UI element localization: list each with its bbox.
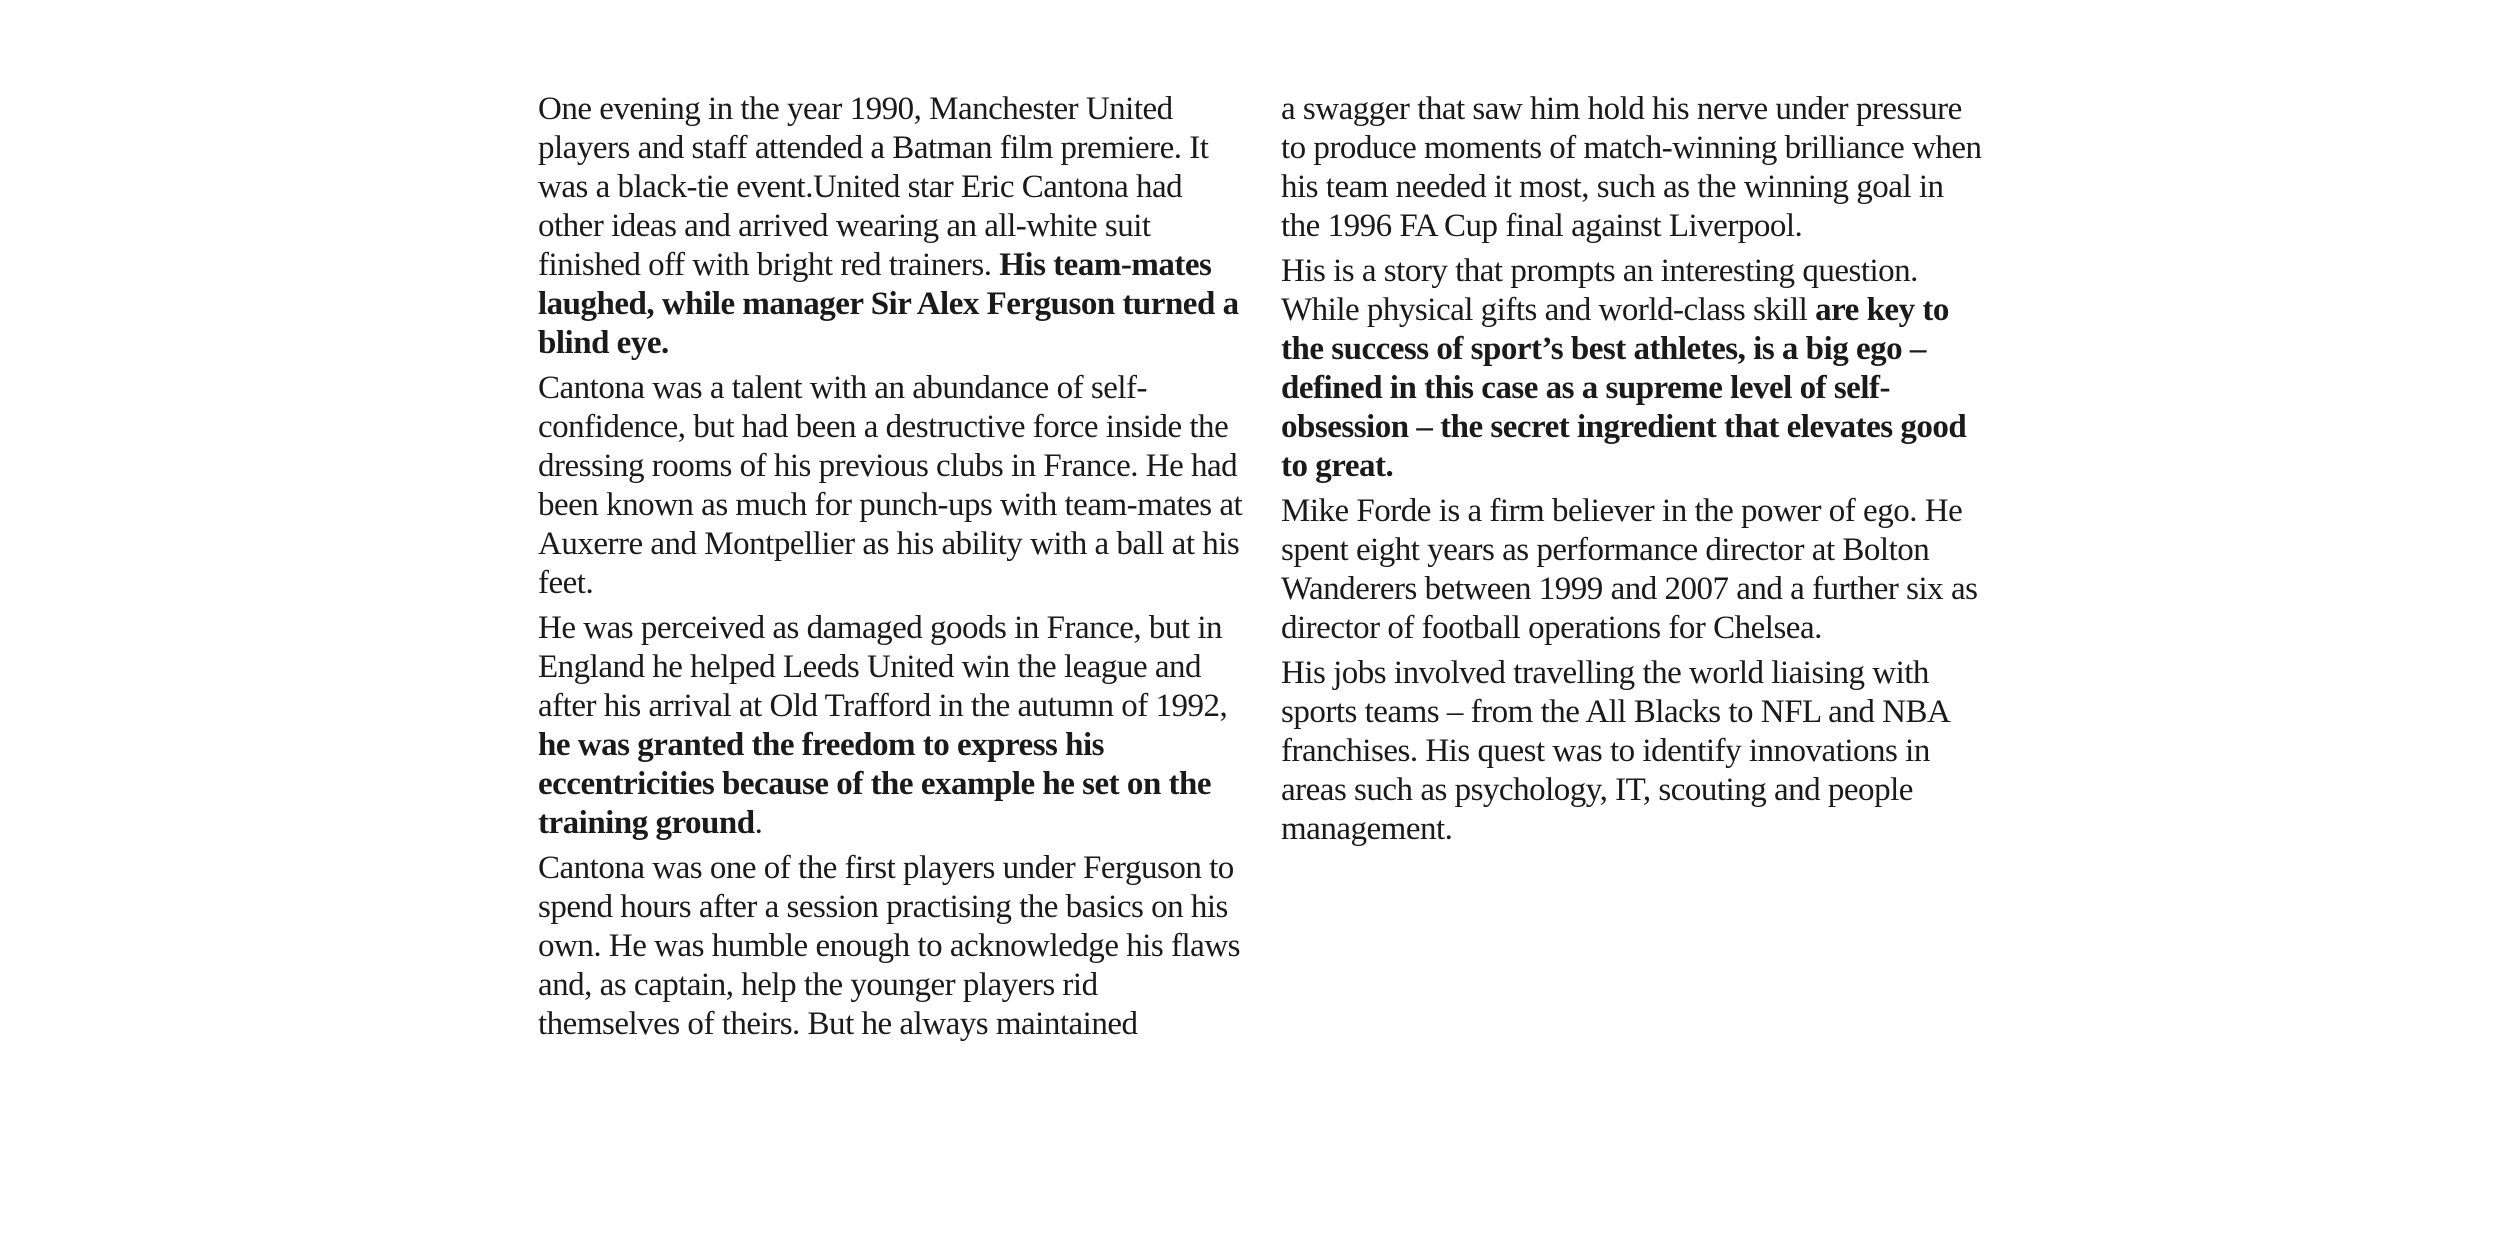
text-segment: He was perceived as damaged goods in France, but in England he helped Leeds United win the league and after his arrival at Old Trafford in the autumn of 1992, (538, 610, 1228, 724)
text-segment: His jobs involved travelling the world liaising with sports teams – from the All Blacks to NFL and NBA franchises. His quest was to identify innovations in areas such as psychology, IT, scouting and people management. (1281, 655, 1949, 847)
text-segment: a swagger that saw him hold his nerve under pressure to produce moments of match-winning brilliance when his team needed it most, such as the winning goal in the 1996 FA Cup final against Liverpool. (1281, 91, 1982, 244)
paragraph (1281, 90, 1988, 246)
paragraph (1281, 654, 1988, 849)
text-segment: Mike Forde is a firm believer in the power of ego. He spent eight years as performance director at Bolton Wanderers between 1999 and 2007 and a further six as director of football operations for Chelsea. (1281, 493, 1978, 646)
bold-text-segment: he was granted the freedom to express his eccentricities because of the example he set on the training ground (538, 727, 1212, 841)
paragraph (1281, 492, 1988, 648)
article-column-right (1281, 90, 1988, 1050)
paragraph (538, 90, 1245, 363)
paragraph (538, 609, 1245, 843)
article-column-left (538, 90, 1245, 1050)
text-segment: Cantona was one of the first players under Ferguson to spend hours after a session practising the basics on his own. He was humble enough to acknowledge his flaws and, as captain, help the younger players rid themselves of theirs. But he always maintained (538, 850, 1241, 1042)
text-segment: His is a story that prompts an interesting question. While physical gifts and world-class skill (1281, 253, 1918, 328)
bold-text-segment: His team-mates laughed, while manager Sir Alex Ferguson turned a blind eye. (538, 247, 1239, 361)
text-segment: One evening in the year 1990, Manchester United players and staff attended a Batman film premiere. It was a black-tie event.United star Eric Cantona had other ideas and arrived wearing an all-white suit finished off with bright red trainers. (538, 91, 1209, 283)
paragraph (538, 849, 1245, 1044)
paragraph (1281, 252, 1988, 486)
text-segment: . (754, 805, 763, 841)
paragraph (538, 369, 1245, 603)
text-segment: Cantona was a talent with an abundance of self-confidence, but had been a destructive force inside the dressing rooms of his previous clubs in France. He had been known as much for punch-ups with team-mates at Auxerre and Montpellier as his ability with a ball at his feet. (538, 370, 1243, 601)
bold-text-segment: are key to the success of sport’s best athletes, is a big ego – defined in this case as a supreme level of self-obsession – the secret ingredient that elevates good to great. (1281, 292, 1967, 484)
article (538, 0, 1988, 1050)
